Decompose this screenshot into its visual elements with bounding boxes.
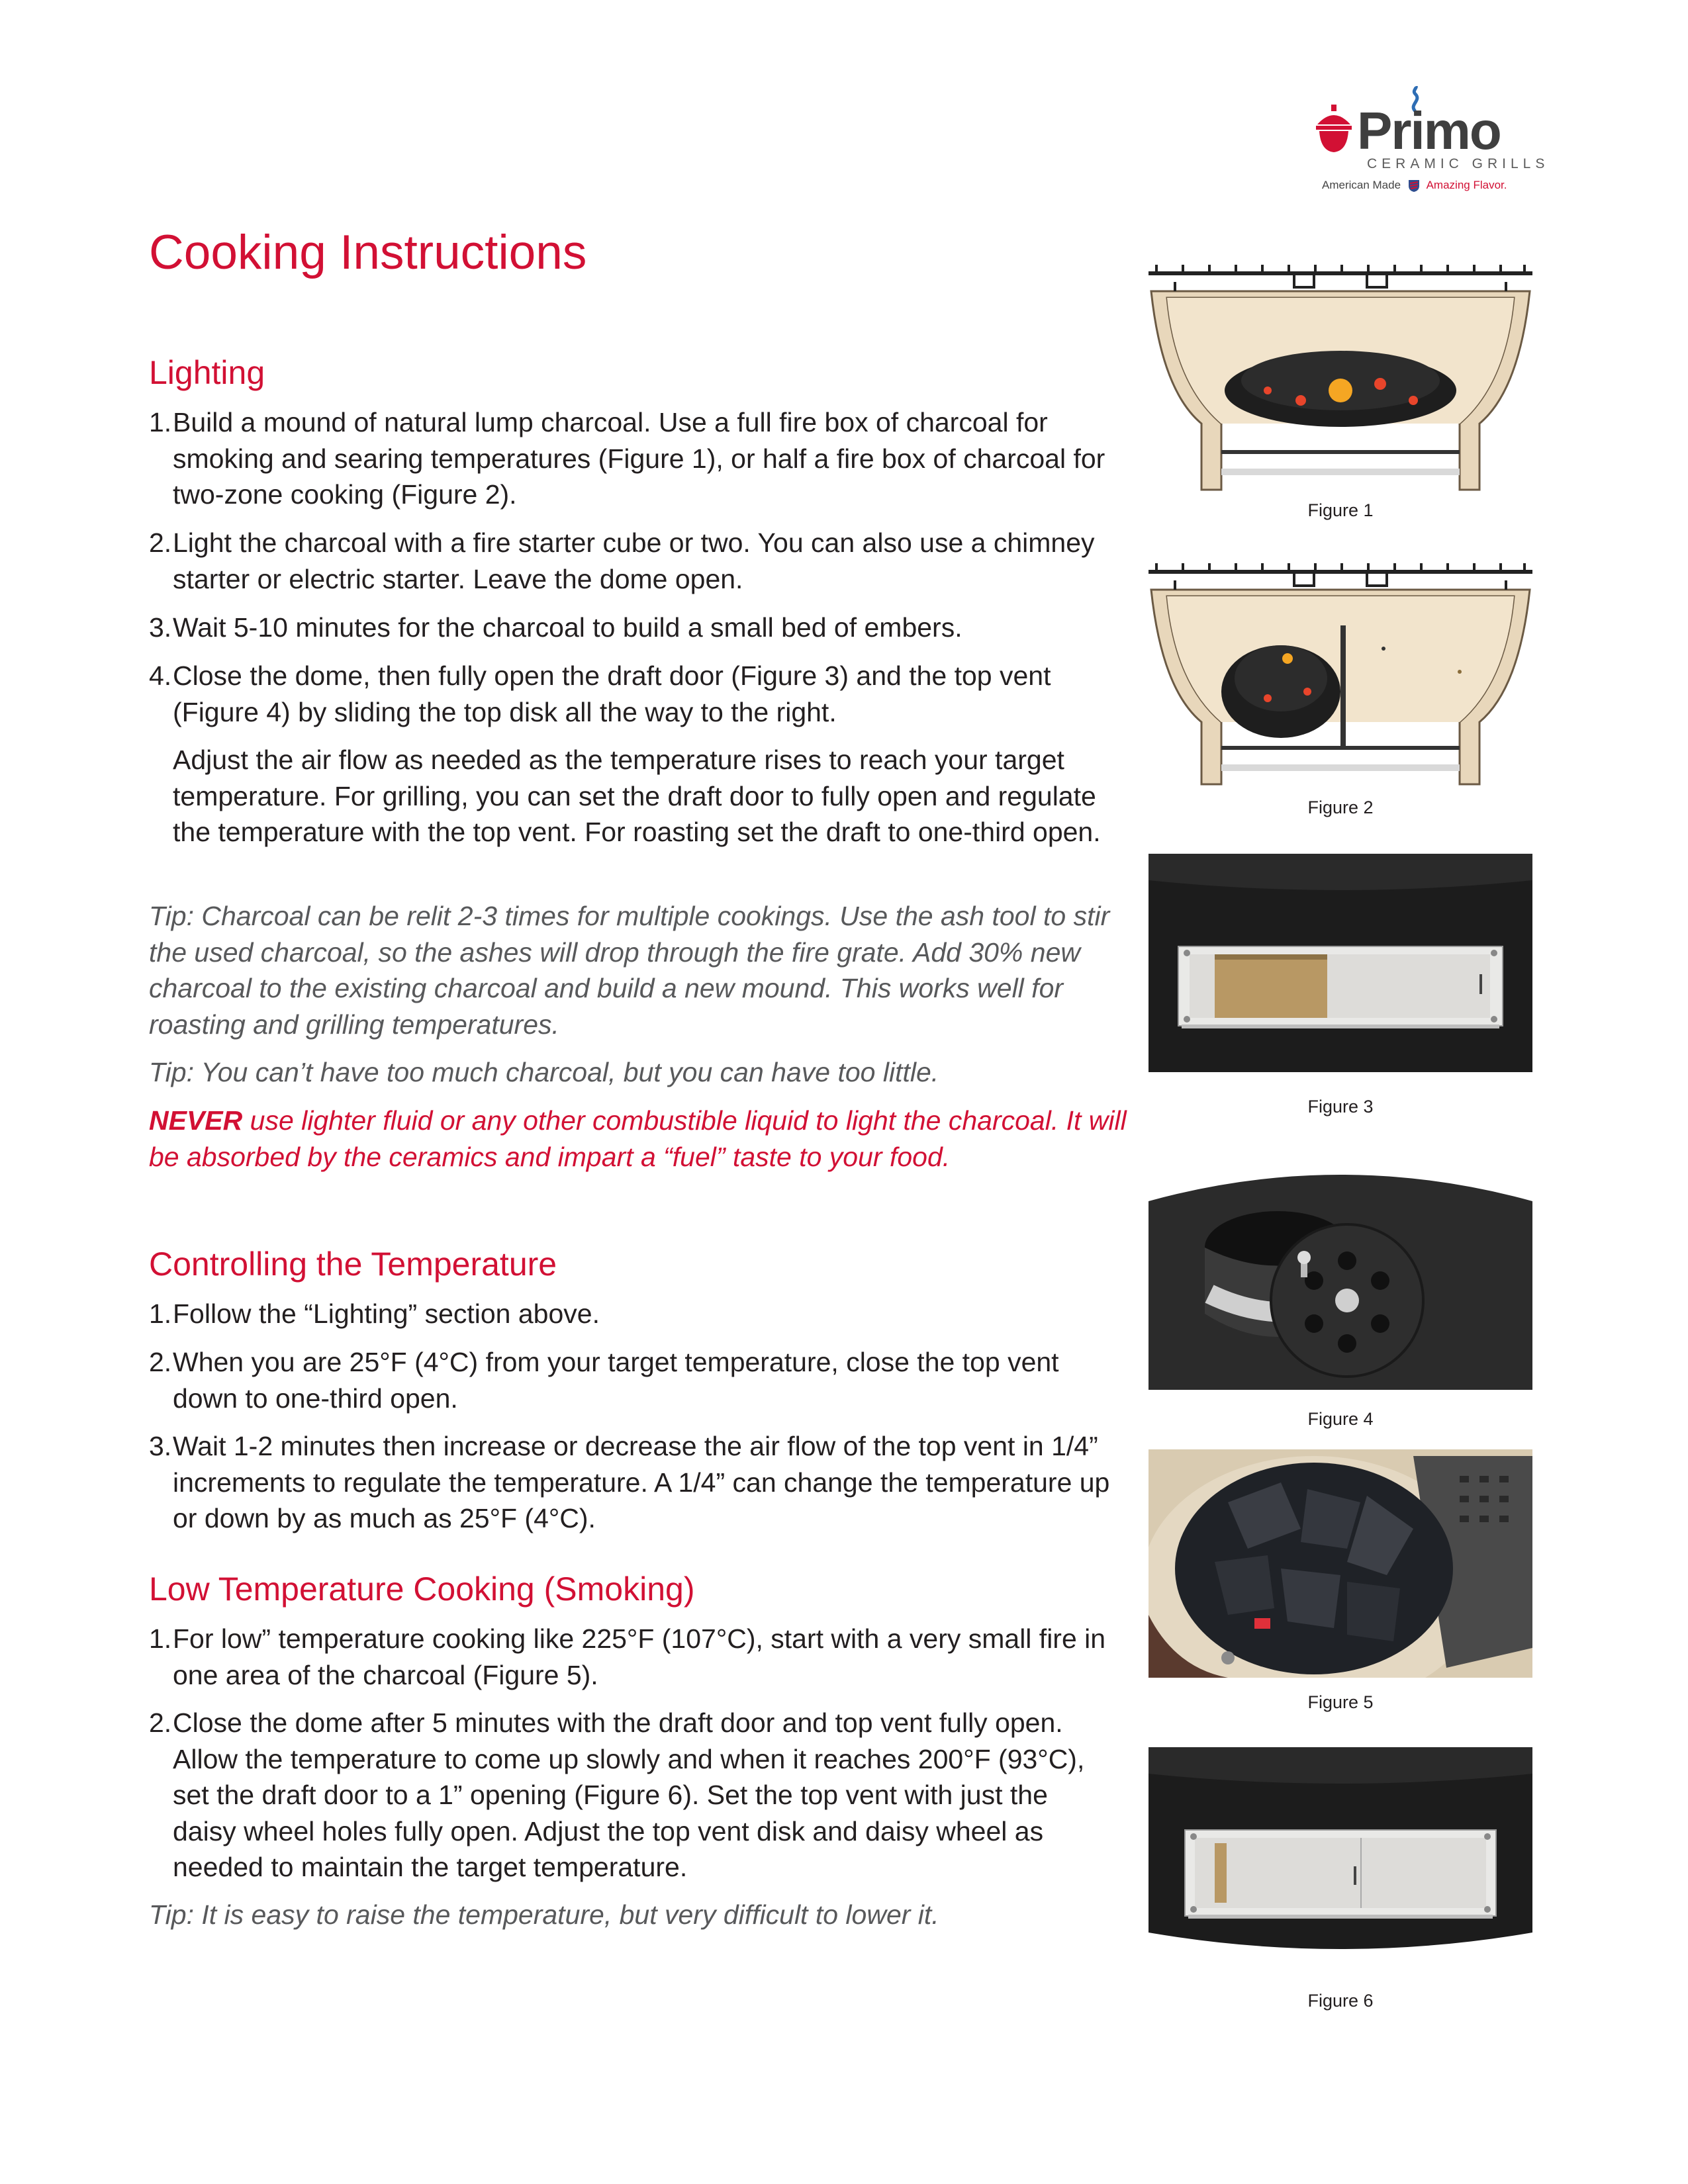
lighting-item-4 [149, 658, 1115, 730]
figure-3-draft-door-open [1149, 854, 1532, 1072]
tip-relight: Tip: Charcoal can be relit 2-3 times for multiple cookings. Use the ash tool to stir the used charcoal, so the ashes will drop through the fire grate. Add 30% new charcoal to the existing charcoal and build a new mound. This works well for roasting and grilling temperatures. [149, 901, 1110, 1040]
logo-tagline [1322, 179, 1507, 193]
figure-1-full-firebox [1149, 258, 1532, 503]
lighter-fluid-warning [149, 1103, 1142, 1175]
flag-shield-icon [1408, 179, 1420, 193]
list-number: 3. [149, 612, 172, 643]
list-text: Light the charcoal with a fire starter cube or two. You can also use a chimney starter or electric starter. Leave the dome open. [173, 527, 1095, 594]
warning-text: use lighter fluid or any other combustible liquid to light the charcoal. It will be absorbed by the ceramics and impart a “fuel” taste to your food. [149, 1105, 1127, 1172]
list-number: 2. [149, 527, 172, 558]
list-number: 2. [149, 1707, 172, 1738]
list-text: Wait 1-2 minutes then increase or decrease the air flow of the top vent in 1/4” increments to regulate the temperature. A 1/4” can change the temperature up or down by as much as 25°F (4°C). [173, 1431, 1110, 1533]
figure-3-caption: Figure 3 [1307, 1097, 1374, 1116]
tip-raise-temperature: Tip: It is easy to raise the temperature, but very difficult to lower it. [149, 1899, 939, 1930]
low-temp-item-2 [149, 1705, 1115, 1886]
figure-6-caption: Figure 6 [1307, 1991, 1374, 2011]
low-temp-heading: Low Temperature Cooking (Smoking) [149, 1570, 695, 1608]
list-number: 4. [149, 660, 172, 691]
lighting-heading: Lighting [149, 354, 265, 391]
list-text: When you are 25°F (4°C) from your target temperature, close the top vent down to one-third open. [173, 1347, 1059, 1414]
list-text: Close the dome, then fully open the draft door (Figure 3) and the top vent (Figure 4) by sliding the top disk all the way to the right. [173, 660, 1051, 727]
controlling-item-1 [149, 1296, 1115, 1332]
figure-4-top-vent [1149, 1161, 1532, 1390]
list-text: Follow the “Lighting” section above. [173, 1298, 600, 1329]
lighting-item-2 [149, 525, 1115, 597]
figure-2-half-firebox [1149, 559, 1532, 788]
figure-2-caption: Figure 2 [1307, 797, 1374, 817]
grill-logo-icon [1314, 105, 1354, 158]
list-text: Close the dome after 5 minutes with the draft door and top vent fully open. Allow the temperature to come up slowly and when it reaches 200°F (93°C), set the draft door to a 1” opening (Figure 6). Set the top vent with just the daisy wheel holes fully open. Adjust the top vent disk and daisy wheel as needed to maintain the target temperature. [173, 1707, 1085, 1882]
figure-1-caption: Figure 1 [1307, 500, 1374, 520]
tip-charcoal-amount: Tip: You can’t have too much charcoal, but you can have too little. [149, 1057, 939, 1087]
tagline-right: Amazing Flavor. [1426, 179, 1507, 191]
lighting-item-3 [149, 610, 1115, 646]
list-number: 1. [149, 1623, 172, 1654]
list-number: 1. [149, 407, 172, 437]
figure-6-draft-door-one-inch [1149, 1747, 1532, 1966]
lighting-item-1 [149, 404, 1115, 513]
primo-logo [1307, 86, 1550, 199]
list-text: Build a mound of natural lump charcoal. Use a full fire box of charcoal for smoking and searing temperatures (Figure 1), or half a fire box of charcoal for two-zone cooking (Figure 2). [173, 407, 1105, 510]
warning-never: NEVER [149, 1105, 243, 1136]
figure-5-caption: Figure 5 [1307, 1692, 1374, 1712]
figure-5-small-fire [1149, 1449, 1532, 1678]
logo-wordmark: Primo [1357, 101, 1501, 160]
list-number: 2. [149, 1347, 172, 1377]
list-text: For low” temperature cooking like 225°F (107°C), start with a very small fire in one area of the charcoal (Figure 5). [173, 1623, 1106, 1690]
controlling-heading: Controlling the Temperature [149, 1246, 557, 1283]
adjust-paragraph: Adjust the air flow as needed as the temperature rises to reach your target temperature. For grilling, you can set the draft door to fully open and regulate the temperature with the top vent. For roasting set the draft to one-third open. [173, 745, 1101, 847]
logo-subtitle: CERAMIC GRILLS [1367, 156, 1550, 171]
list-number: 1. [149, 1298, 172, 1329]
figure-4-caption: Figure 4 [1307, 1409, 1374, 1429]
page-title: Cooking Instructions [149, 226, 587, 279]
controlling-item-2 [149, 1344, 1115, 1416]
low-temp-item-1 [149, 1621, 1115, 1693]
tagline-left: American Made [1322, 179, 1401, 191]
controlling-item-3 [149, 1428, 1115, 1537]
list-text: Wait 5-10 minutes for the charcoal to build a small bed of embers. [173, 612, 962, 643]
list-number: 3. [149, 1431, 172, 1461]
